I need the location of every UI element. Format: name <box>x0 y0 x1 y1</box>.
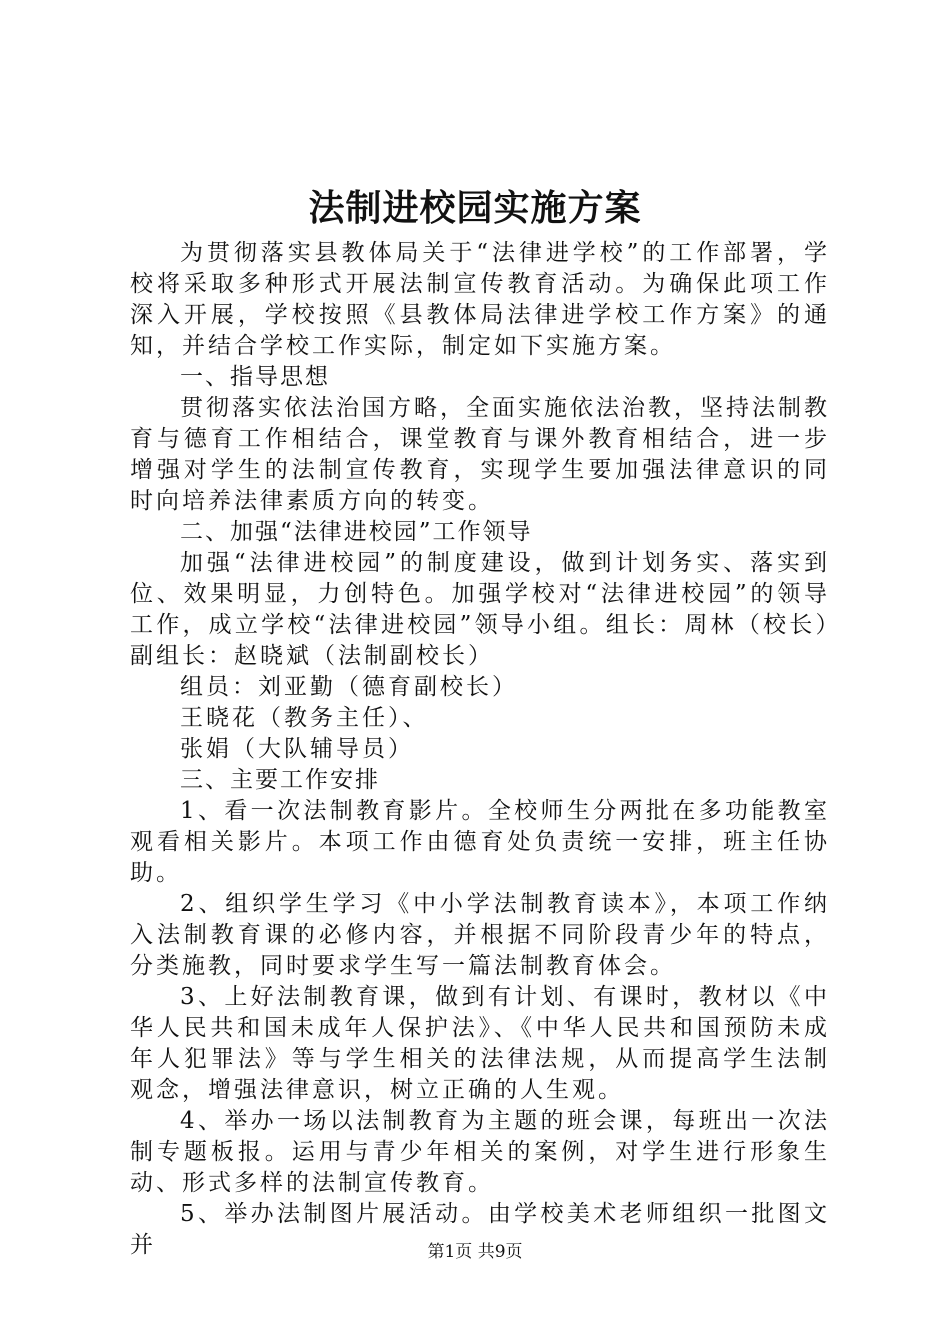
intro-paragraph: 为贯彻落实县教体局关于“法律进学校”的工作部署，学校将采取多种形式开展法制宣传教育活动。为确保此项工作深入开展，学校按照《县教体局法律进学校工作方案》的通知，并结合学校工作实际，制定如下实施方案。 <box>130 240 830 359</box>
document-title: 法制进校园实施方案 <box>308 187 642 229</box>
page-number-footer: 第1页 共9页 <box>427 1242 523 1262</box>
document-body <box>130 238 830 1261</box>
section-heading-work-arrangement: 三、主要工作安排 <box>180 767 380 793</box>
work-item-5: 5、举办法制图片展活动。由学校美术老师组织一批图文并 <box>130 1201 830 1258</box>
leadership-paragraph: 加强“法律进校园”的制度建设，做到计划务实、落实到位、效果明显，力创特色。加强学校对“法律进校园”的领导工作，成立学校“法律进校园”领导小组。组长：周林（校长）副组长：赵晓斌（法制副校长） <box>130 550 830 669</box>
member-line-3: 张娟（大队辅导员） <box>180 736 414 762</box>
member-line-1: 组员：刘亚勤（德育副校长） <box>180 674 518 700</box>
member-line-2: 王晓花（教务主任）、 <box>180 705 429 731</box>
work-item-3: 3、上好法制教育课，做到有计划、有课时，教材以《中华人民共和国未成年人保护法》、《中华人民共和国预防未成年人犯罪法》等与学生相关的法律法规，从而提高学生法制观念，增强法律意识，树立正确的人生观。 <box>130 984 830 1103</box>
section-heading-leadership: 二、加强“法律进校园”工作领导 <box>180 519 533 545</box>
section-heading-guiding-ideology: 一、指导思想 <box>180 364 330 390</box>
guiding-ideology-paragraph: 贯彻落实依法治国方略，全面实施依法治教，坚持法制教育与德育工作相结合，课堂教育与课外教育相结合，进一步增强对学生的法制宣传教育，实现学生要加强法律意识的同时向培养法律素质方向的转变。 <box>130 395 830 514</box>
work-item-2: 2、组织学生学习《中小学法制教育读本》，本项工作纳入法制教育课的必修内容，并根据不同阶段青少年的特点，分类施教，同时要求学生写一篇法制教育体会。 <box>130 891 830 979</box>
work-item-1: 1、看一次法制教育影片。全校师生分两批在多功能教室观看相关影片。本项工作由德育处负责统一安排，班主任协助。 <box>130 798 830 886</box>
work-item-4: 4、举办一场以法制教育为主题的班会课，每班出一次法制专题板报。运用与青少年相关的案例，对学生进行形象生动、形式多样的法制宣传教育。 <box>130 1108 830 1196</box>
